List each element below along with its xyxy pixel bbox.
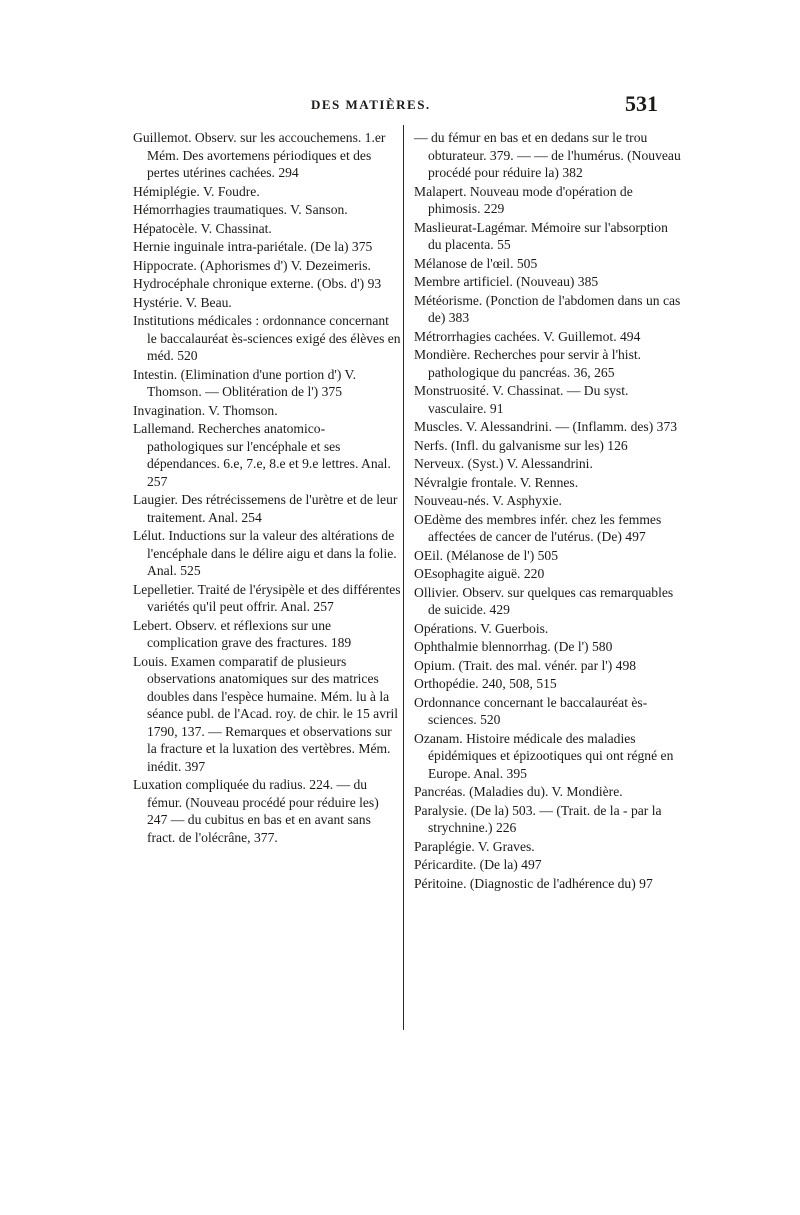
index-entry: Monstruosité. V. Chassinat. — Du syst. vasculaire. 91: [414, 383, 629, 416]
index-entry: Hystérie. V. Beau.: [133, 294, 232, 310]
index-entry: Membre artificiel. (Nouveau) 385: [414, 274, 599, 289]
page-number: 531: [625, 91, 658, 116]
index-entry: OEdème des membres infér. chez les femmes affectées de cancer de l'utérus. (De) 497: [414, 511, 662, 544]
index-entry: Hydrocéphale chronique externe. (Obs. d') 93: [133, 276, 382, 291]
index-entry: OEil. (Mélanose de l') 505: [414, 547, 559, 563]
index-entry: Pancréas. (Maladies du). V. Mondière.: [414, 784, 623, 799]
index-entry: Orthopédie. 240, 508, 515: [414, 676, 557, 691]
index-entry: Intestin. (Elimination d'une portion d') V. Thomson. — Oblitération de l') 375: [133, 366, 357, 399]
index-entry: Ordonnance concernant le baccalauréat ès-sciences. 520: [414, 694, 648, 727]
index-entry: Hippocrate. (Aphorismes d') V. Dezeimeris.: [133, 257, 371, 273]
index-entry: Louis. Examen comparatif de plusieurs observations anatomiques sur des matrices doubles dans l'espèce humaine. Mém. lu à la séance publ. de l'Acad. roy. de chir. le 15 avril 1790, 137. — Remarques et observations sur la fracture et la luxation des vertèbres. Mém. inédit. 397: [133, 653, 399, 774]
index-entry: Malapert. Nouveau mode d'opération de phimosis. 229: [414, 183, 633, 216]
index-entry: Nouveau-nés. V. Asphyxie.: [414, 493, 562, 508]
index-column-right: [414, 129, 682, 893]
index-entry: Lebert. Observ. et réflexions sur une complication grave des fractures. 189: [133, 617, 352, 650]
index-entry: Luxation compliquée du radius. 224. — du fémur. (Nouveau procédé pour réduire les) 247 — du cubitus en bas et en avant sans fract. de l'olécrâne, 377.: [133, 777, 379, 845]
index-entry: Mondière. Recherches pour servir à l'hist. pathologique du pancréas. 36, 265: [414, 347, 642, 380]
index-entry: Opérations. V. Guerbois.: [414, 620, 549, 636]
index-entry: Météorisme. (Ponction de l'abdomen dans un cas de) 383: [414, 292, 681, 325]
index-entry: — du fémur en bas et en dedans sur le trou obturateur. 379. — — de l'humérus. (Nouveau procédé pour réduire la) 382: [414, 130, 681, 180]
index-column-left: [133, 129, 401, 847]
index-entry: Névralgie frontale. V. Rennes.: [414, 474, 579, 490]
index-entry: Hernie inguinale intra-pariétale. (De la) 375: [133, 239, 373, 254]
index-entry: Lallemand. Recherches anatomico-pathologiques sur l'encéphale et ses dépendances. 6.e, 7.e, 8.e et 9.e lettres. Anal. 257: [133, 421, 391, 489]
column-divider: [403, 125, 404, 1030]
index-entry: Lélut. Inductions sur la valeur des altérations de l'encéphale dans le délire aigu et dans la folie. Anal. 525: [133, 528, 397, 578]
index-entry: Métrorrhagies cachées. V. Guillemot. 494: [414, 328, 641, 344]
index-entry: Nerveux. (Syst.) V. Alessandrini.: [414, 456, 593, 471]
index-entry: Hémorrhagies traumatiques. V. Sanson.: [133, 202, 348, 217]
index-entry: Paraplégie. V. Graves.: [414, 838, 535, 854]
index-entry: Laugier. Des rétrécissemens de l'urètre et de leur traitement. Anal. 254: [133, 492, 398, 525]
index-entry: Guillemot. Observ. sur les accouchemens. 1.er Mém. Des avortemens périodiques et des pertes utérines cachées. 294: [133, 130, 386, 180]
index-entry: Invagination. V. Thomson.: [133, 402, 278, 418]
running-title: DES MATIÈRES.: [311, 97, 431, 112]
index-entry: Maslieurat-Lagémar. Mémoire sur l'absorption du placenta. 55: [414, 219, 668, 252]
index-entry: Ozanam. Histoire médicale des maladies épidémiques et épizootiques qui ont régné en Europe. Anal. 395: [414, 730, 674, 781]
index-entry: OEsophagite aiguë. 220: [414, 566, 545, 581]
index-entry: Muscles. V. Alessandrini. — (Inflamm. des) 373: [414, 419, 678, 434]
index-entry: Nerfs. (Infl. du galvanisme sur les) 126: [414, 437, 628, 453]
index-entry: Péritoine. (Diagnostic de l'adhérence du) 97: [414, 875, 653, 891]
index-entry: Lepelletier. Traité de l'érysipèle et des différentes variétés qu'il peut offrir. Anal. 257: [133, 581, 401, 614]
index-entry: Ollivier. Observ. sur quelques cas remarquables de suicide. 429: [414, 584, 674, 617]
index-entry: Hémiplégie. V. Foudre.: [133, 183, 260, 199]
index-entry: Institutions médicales : ordonnance concernant le baccalauréat ès-sciences exigé des élèves en méd. 520: [133, 313, 401, 363]
index-entry: Péricardite. (De la) 497: [414, 857, 542, 872]
index-entry: Paralysie. (De la) 503. — (Trait. de la - par la strychnine.) 226: [414, 802, 662, 835]
page-header: [98, 93, 658, 119]
index-entry: Mélanose de l'œil. 505: [414, 255, 538, 271]
index-entry: Opium. (Trait. des mal. vénér. par l') 498: [414, 657, 637, 673]
index-entry: Hépatocèle. V. Chassinat.: [133, 220, 272, 236]
index-entry: Ophthalmie blennorrhag. (De l') 580: [414, 639, 613, 654]
